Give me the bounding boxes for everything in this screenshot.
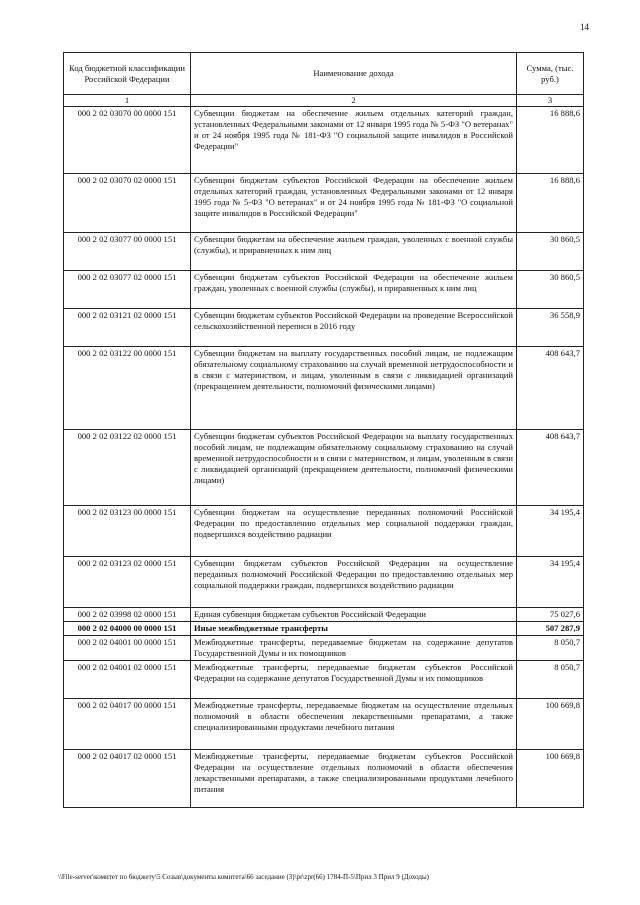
row-code: 000 2 02 03070 02 0000 151 — [64, 174, 191, 233]
row-amount: 100 669,8 — [517, 699, 584, 750]
table-row — [64, 557, 584, 608]
row-name: Межбюджетные трансферты, передаваемые бюджетам на осуществление отдельных полномочий в области обеспечения лекарственными препаратами, а также специализированными продуктами лечебного питания — [191, 699, 517, 750]
row-amount: 34 195,4 — [517, 557, 584, 608]
row-name: Межбюджетные трансферты, передаваемые бюджетам субъектов Российской Федерации на осуществление отдельных полномочий в области обеспечения лекарственными препаратами, а также специализированными продуктами лечебного питания — [191, 750, 517, 808]
row-code: 000 2 02 04017 00 0000 151 — [64, 699, 191, 750]
row-code: 000 2 02 03122 02 0000 151 — [64, 430, 191, 506]
header-amount: Сумма, (тыс. руб.) — [517, 53, 584, 95]
row-name: Межбюджетные трансферты, передаваемые бюджетам субъектов Российской Федерации на содержание депутатов Государственной Думы и их помощников — [191, 661, 517, 699]
column-number-row — [64, 95, 584, 107]
row-code: 000 2 02 04000 00 0000 151 — [64, 622, 191, 636]
row-amount: 8 050,7 — [517, 636, 584, 661]
row-code: 000 2 02 03077 02 0000 151 — [64, 271, 191, 309]
row-amount: 36 558,9 — [517, 309, 584, 347]
row-amount: 30 860,5 — [517, 233, 584, 271]
row-code: 000 2 02 03070 00 0000 151 — [64, 107, 191, 174]
table-row — [64, 661, 584, 699]
row-amount: 507 287,9 — [517, 622, 584, 636]
row-amount: 34 195,4 — [517, 506, 584, 557]
table-row — [64, 750, 584, 808]
row-name: Субвенции бюджетам субъектов Российской Федерации на обеспечение жильем отдельных категорий граждан, установленных Федеральными законами от 12 января 1995 года № 5-ФЗ "О ветеранах" и от 24 ноября 1995 года № 181-ФЗ "О социальной защите инвалидов в Российской Федерации" — [191, 174, 517, 233]
row-amount: 408 643,7 — [517, 430, 584, 506]
table-row — [64, 699, 584, 750]
row-amount: 8 050,7 — [517, 661, 584, 699]
row-name: Субвенции бюджетам субъектов Российской Федерации на обеспечение жильем граждан, уволенных с военной службы (службы), и приравненных к ним лиц — [191, 271, 517, 309]
table-row — [64, 506, 584, 557]
row-name: Субвенции бюджетам на обеспечение жильем отдельных категорий граждан, установленных Федеральными законами от 12 января 1995 года № 5-ФЗ "О ветеранах" и от 24 ноября 1995 года № 181-ФЗ "О социальной защите инвалидов в Российской Федерации" — [191, 107, 517, 174]
table-row — [64, 174, 584, 233]
row-amount: 100 669,8 — [517, 750, 584, 808]
row-code: 000 2 02 03122 00 0000 151 — [64, 347, 191, 430]
row-name: Субвенции бюджетам субъектов Российской Федерации на осуществление переданных полномочий Российской Федерации по предоставлению отдельных мер социальной поддержки граждан, подвергшихся воздействию радиации — [191, 557, 517, 608]
header-code: Код бюджетной классификации Российской Федерации — [64, 53, 191, 95]
footer-file-path: \\File-server\комитет по бюджету\5 Созыв\документы комитета\66 заседание (3)\pr\zpr(66) 1784-П-5\Прил 3 Прил 9 (Доходы) — [58, 873, 430, 881]
page-number: 14 — [580, 22, 589, 32]
row-code: 000 2 02 03123 02 0000 151 — [64, 557, 191, 608]
table-row — [64, 233, 584, 271]
row-amount: 16 888,6 — [517, 107, 584, 174]
row-code: 000 2 02 03121 02 0000 151 — [64, 309, 191, 347]
row-code: 000 2 02 03123 00 0000 151 — [64, 506, 191, 557]
row-code: 000 2 02 04001 02 0000 151 — [64, 661, 191, 699]
row-name: Субвенции бюджетам на обеспечение жильем граждан, уволенных с военной службы (службы), и приравненных к ним лиц — [191, 233, 517, 271]
row-name: Субвенции бюджетам субъектов Российской Федерации на проведение Всероссийской сельскохозяйственной переписи в 2016 году — [191, 309, 517, 347]
table-row — [64, 309, 584, 347]
column-number-2: 2 — [191, 95, 517, 107]
table-header-row — [64, 53, 584, 95]
row-amount: 30 860,5 — [517, 271, 584, 309]
row-name: Единая субвенция бюджетам субъектов Российской Федерации — [191, 608, 517, 622]
column-number-3: 3 — [517, 95, 584, 107]
row-amount: 16 888,6 — [517, 174, 584, 233]
row-name: Субвенции бюджетам на осуществление переданных полномочий Российской Федерации по предоставлению отдельных мер социальной поддержки граждан, подвергшихся воздействию радиации — [191, 506, 517, 557]
row-name: Иные межбюджетные трансферты — [191, 622, 517, 636]
row-code: 000 2 02 04017 02 0000 151 — [64, 750, 191, 808]
table-row — [64, 622, 584, 636]
row-amount: 75 027,6 — [517, 608, 584, 622]
column-number-1: 1 — [64, 95, 191, 107]
row-code: 000 2 02 03998 02 0000 151 — [64, 608, 191, 622]
table-row — [64, 347, 584, 430]
table-row — [64, 271, 584, 309]
table-row — [64, 636, 584, 661]
row-amount: 408 643,7 — [517, 347, 584, 430]
revenue-table — [63, 52, 584, 808]
row-code: 000 2 02 04001 00 0000 151 — [64, 636, 191, 661]
row-name: Межбюджетные трансферты, передаваемые бюджетам на содержание депутатов Государственной Думы и их помощников — [191, 636, 517, 661]
row-name: Субвенции бюджетам субъектов Российской Федерации на выплату государственных пособий лицам, не подлежащим обязательному социальному страхованию на случай временной нетрудоспособности и в связи с материнством, и лицам, уволенным в связи с ликвидацией организаций (прекращением деятельности, полномочий физическими лицами) — [191, 430, 517, 506]
table-row — [64, 430, 584, 506]
table-row — [64, 107, 584, 174]
header-name: Наименование дохода — [191, 53, 517, 95]
row-code: 000 2 02 03077 00 0000 151 — [64, 233, 191, 271]
row-name: Субвенции бюджетам на выплату государственных пособий лицам, не подлежащим обязательному социальному страхованию на случай временной нетрудоспособности и в связи с материнством, и лицам, уволенным в связи с ликвидацией организаций (прекращением деятельности, полномочий физическими лицами) — [191, 347, 517, 430]
table-row — [64, 608, 584, 622]
